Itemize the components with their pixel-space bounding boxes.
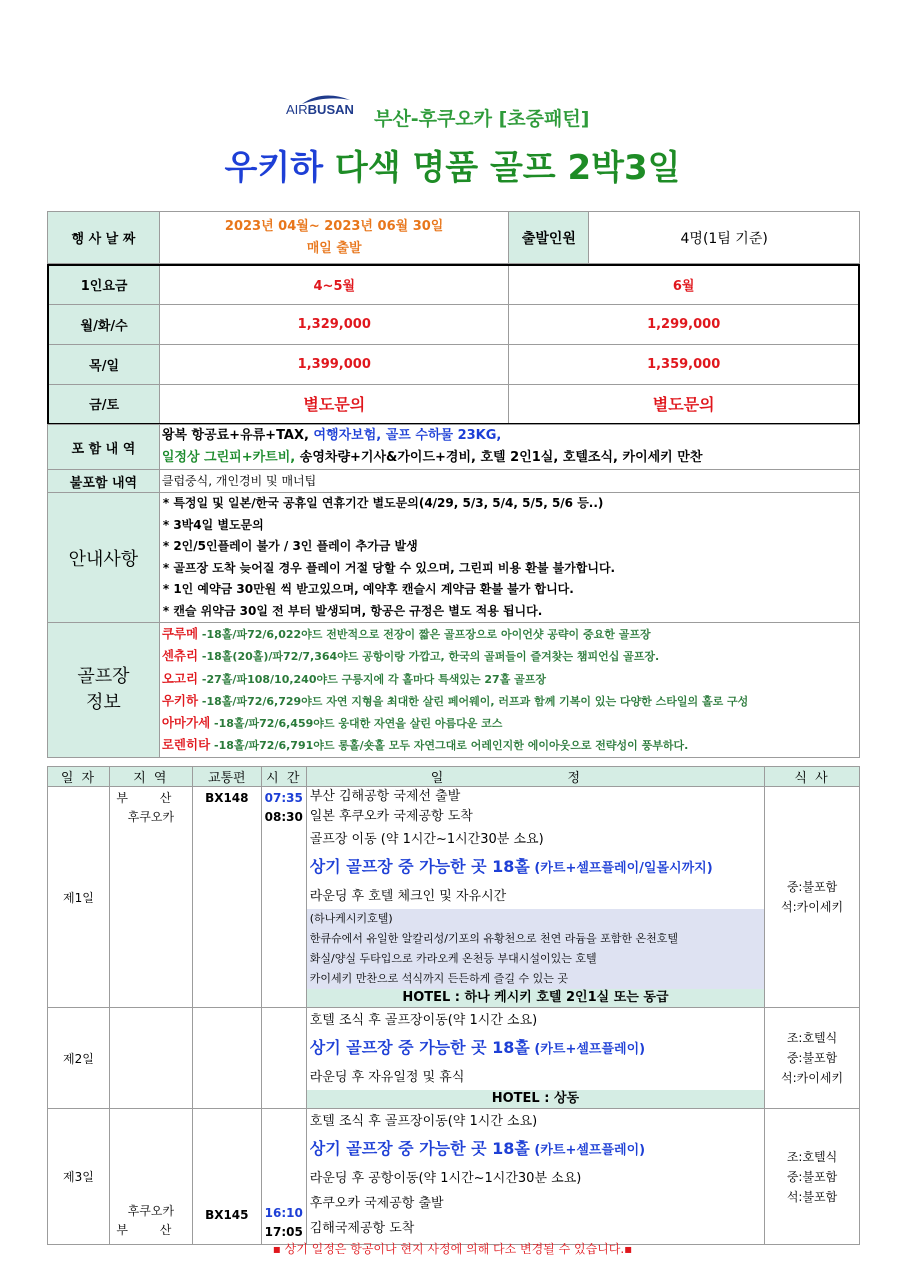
notes-list [159, 493, 859, 623]
course-desc: -18홀/파72/6,791야드 롱홀/숏홀 모두 자연그대로 어레인지한 에이아웃으로 전략성이 풍부하다. [210, 739, 689, 753]
course-name: 오고리 [161, 670, 199, 686]
day-itinerary [306, 787, 764, 1008]
title-green: 다색 명품 골프 2박3일 [334, 148, 681, 188]
day-meals [765, 787, 860, 1008]
meal-dinner: 석:불포함 [786, 1189, 838, 1204]
price-value: 1,329,000 [160, 304, 509, 344]
time-arrive: 08:30 [264, 810, 303, 824]
hotel-line: HOTEL : 상동 [307, 1090, 764, 1108]
price-row-label: 월/화/수 [48, 304, 160, 344]
meal-lunch: 중:불포함 [786, 1051, 838, 1065]
highlight-note: (카트+셀프플레이) [529, 1042, 646, 1057]
course-desc: -18홀/파72/6,729야드 자연 지형을 최대한 살린 페어웨이, 러프과 함께 기복이 있는 다양한 스타일의 홀로 구성 [198, 694, 749, 708]
highlight-text: 상기 골프장 중 가능한 곳 18홀 [309, 857, 530, 876]
hotel-line: HOTEL : 하나 케시키 호텔 2인1실 또는 동급 [307, 989, 764, 1007]
highlight-note: (카트+셀프플레이) [529, 1143, 646, 1158]
excludes-label: 불포함 내역 [48, 470, 160, 493]
course-desc: -18홀/파72/6,022야드 전반적으로 전장이 짧은 골프장으로 아이언샷 공략이 중요한 골프장 [198, 628, 651, 641]
golf-label [48, 623, 160, 758]
date-value [159, 212, 509, 264]
note-item: * 특정일 및 일본/한국 공휴일 연휴기간 별도문의(4/29, 5/3, 5/4, 5/5, 5/6 등..) [162, 496, 604, 510]
flight-number: BX148 [192, 787, 261, 1008]
golf-course [160, 623, 859, 645]
date-daily: 매일 출발 [306, 240, 362, 256]
hotel-note: 한큐슈에서 유일한 알칼리성/기포의 유황천으로 천연 라듐을 포함한 온천호텔 [307, 929, 764, 949]
note-item: * 1인 예약금 30만원 씩 받고있으며, 예약후 캔슬시 계약금 환불 불가 합니다. [162, 582, 574, 596]
day-region [109, 1008, 192, 1109]
golf-course-list [159, 623, 859, 758]
price-value: 1,299,000 [509, 304, 859, 344]
includes-line1a: 왕복 항공료+유류+TAX, [161, 428, 314, 443]
people-label: 출발인원 [509, 212, 589, 264]
price-value: 1,359,000 [509, 344, 859, 384]
flight-number: BX145 [192, 1109, 261, 1245]
hotel-note: 화실/양실 두타입으로 카라오케 온천등 부대시설이있는 호텔 [307, 949, 764, 969]
col-header: 지 역 [109, 767, 192, 787]
includes-label: 포 함 내 역 [48, 425, 160, 470]
pricing-table [47, 264, 860, 425]
flight-number [192, 1008, 261, 1109]
includes-line2b: 송영차량+기사&가이드+경비, 호텔 2인1실, 호텔조식, 카이세키 만찬 [295, 450, 703, 465]
date-range: 2023년 04월~ 2023년 06월 30일 [224, 218, 444, 234]
note-item: * 2인/5인플레이 불가 / 3인 플레이 추가금 발생 [162, 539, 418, 553]
itinerary-line: 후쿠오카 국제공항 출발 [309, 1196, 444, 1211]
golf-course [160, 645, 859, 667]
price-value: 별도문의 [160, 384, 509, 424]
title-blue: 우키하 [224, 148, 324, 188]
itinerary-line: 부산 김해공항 국제선 출발 [309, 789, 461, 804]
logo-air: AIR [286, 102, 308, 117]
note-item: * 3박4일 별도문의 [162, 517, 264, 532]
meal-breakfast: 조:호텔식 [786, 1031, 838, 1045]
day-label: 제1일 [48, 787, 110, 1008]
price-row-label: 금/토 [48, 384, 160, 424]
date-label: 행 사 날 짜 [48, 212, 160, 264]
golf-course [160, 668, 859, 690]
itinerary-line: 호텔 조식 후 골프장이동(약 1시간 소요) [309, 1114, 538, 1129]
meal-lunch: 중:불포함 [786, 1169, 838, 1184]
region-arrive: 부 산 [116, 1223, 186, 1237]
day-meals [765, 1109, 860, 1245]
meal-dinner: 석:카이세키 [781, 1071, 844, 1085]
people-value: 4명(1팀 기준) [589, 212, 860, 264]
hotel-note: (하나케시키호텔) [307, 909, 764, 929]
course-name: 센츄리 [161, 648, 199, 664]
itinerary-line: 라운딩 후 호텔 체크인 및 자유시간 [309, 889, 507, 904]
golf-label-1: 골프장 [77, 665, 130, 687]
details-table [47, 424, 860, 758]
col-header: 교통편 [192, 767, 261, 787]
itinerary-line: 라운딩 후 공항이동(약 1시간~1시간30분 소요) [309, 1171, 582, 1186]
golf-course [160, 690, 859, 712]
time-arrive: 17:05 [264, 1225, 303, 1239]
course-name: 아마가세 [161, 715, 211, 731]
flight-times [261, 787, 306, 1008]
golf-course [160, 734, 859, 756]
course-desc: -18홀(20홀)/파72/7,364야드 공항이랑 가깝고, 한국의 골퍼들이 즐겨찾는 챔피언십 골프장. [198, 650, 660, 664]
day-itinerary [306, 1109, 764, 1245]
airbusan-logo [286, 96, 366, 124]
price-value: 별도문의 [509, 384, 859, 424]
excludes-value: 클럽중식, 개인경비 및 매너팁 [159, 470, 859, 493]
itinerary-line: 일본 후쿠오카 국제공항 도착 [309, 809, 473, 824]
golf-label-2: 정보 [86, 691, 121, 713]
note-item: * 골프장 도착 늦어질 경우 플레이 거절 당할 수 있으며, 그린피 비용 환불 불가합니다. [162, 560, 616, 575]
includes-line1b: 여행자보험, 골프 수하물 23KG, [313, 428, 502, 443]
highlight-text: 상기 골프장 중 가능한 곳 18홀 [309, 1139, 530, 1158]
itinerary-line: 김해국제공항 도착 [309, 1221, 415, 1236]
day-region [109, 787, 192, 1008]
logo-busan: BUSAN [307, 102, 354, 117]
time-depart: 16:10 [264, 1206, 303, 1220]
itinerary-line: 라운딩 후 자유일정 및 휴식 [309, 1070, 465, 1085]
highlight-text: 상기 골프장 중 가능한 곳 18홀 [309, 1038, 530, 1057]
col-header: 일 자 [48, 767, 110, 787]
day-itinerary [306, 1008, 764, 1109]
price-col-jun: 6월 [509, 265, 859, 304]
page-title [0, 140, 905, 189]
course-name: 우키하 [161, 692, 199, 708]
notes-label: 안내사항 [48, 493, 160, 623]
course-desc: -18홀/파72/6,459야드 웅대한 자연을 살린 아름다운 코스 [210, 717, 503, 731]
col-header: 식 사 [765, 767, 860, 787]
includes-line2a: 일정상 그린피+카트비, [161, 450, 296, 465]
golf-highlight [307, 1134, 764, 1166]
day-label: 제3일 [48, 1109, 110, 1245]
overview-table [47, 211, 860, 264]
note-item: * 캔슬 위약금 30일 전 부터 발생되며, 항공은 규정은 별도 적용 됩니다. [162, 603, 543, 618]
time-depart: 07:35 [264, 791, 303, 805]
flight-times [261, 1008, 306, 1109]
meal-breakfast: 조:호텔식 [786, 1149, 838, 1164]
price-value: 1,399,000 [160, 344, 509, 384]
region-depart: 부 산 [116, 791, 186, 805]
schedule-table [47, 766, 860, 1245]
includes-value [159, 425, 859, 470]
itinerary-line: 골프장 이동 (약 1시간~1시간30분 소요) [309, 832, 544, 847]
day-region [109, 1109, 192, 1245]
price-label: 1인요금 [48, 265, 160, 304]
footnote: ▪ 상기 일정은 항공이나 현지 사정에 의해 다소 변경될 수 있습니다.▪ [272, 1242, 633, 1256]
itinerary-line: 호텔 조식 후 골프장이동(약 1시간 소요) [309, 1013, 538, 1028]
route-subtitle: 부산-후쿠오카 [초중패턴] [374, 108, 590, 130]
meal-dinner: 석:카이세키 [781, 900, 844, 914]
price-row-label: 목/일 [48, 344, 160, 384]
meal-lunch: 중:불포함 [786, 880, 838, 894]
region-arrive: 후쿠오카 [127, 810, 175, 824]
day-label: 제2일 [48, 1008, 110, 1109]
course-name: 로렌히타 [161, 737, 211, 753]
col-header: 시 간 [261, 767, 306, 787]
course-desc: -27홀/파108/10,240야드 구릉지에 각 홀마다 특색있는 27홀 골프장 [198, 672, 547, 686]
day-meals [765, 1008, 860, 1109]
price-col-apr-may: 4~5월 [160, 265, 509, 304]
golf-course [160, 712, 859, 734]
golf-highlight [307, 1033, 764, 1065]
course-name: 쿠루메 [161, 626, 199, 641]
golf-highlight [307, 852, 764, 884]
region-depart: 후쿠오카 [127, 1204, 175, 1218]
hotel-note: 카이세키 만찬으로 석식까지 든든하게 즐길 수 있는 곳 [307, 969, 764, 989]
highlight-note: (카트+셀프플레이/일몰시까지) [529, 861, 713, 876]
flight-times [261, 1109, 306, 1245]
col-header: 일 정 [306, 767, 764, 787]
